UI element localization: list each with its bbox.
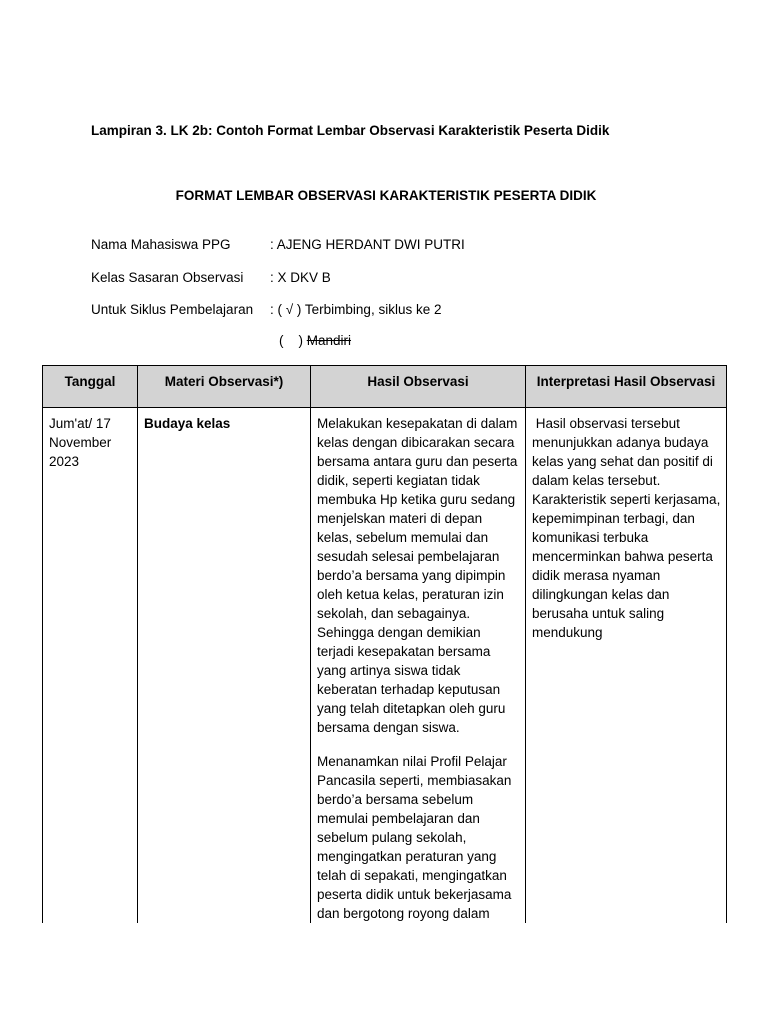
nama-label: Nama Mahasiswa PPG [91, 237, 231, 252]
mandiri-checkbox: ( ) [279, 333, 307, 348]
cell-tanggal [43, 408, 138, 924]
materi-text: Budaya kelas [144, 416, 231, 431]
form-title: FORMAT LEMBAR OBSERVASI KARAKTERISTIK PESERTA DIDIK [175, 188, 597, 203]
table-row [43, 408, 727, 924]
header-materi: Materi Observasi*) [138, 366, 311, 408]
table-header-row [43, 366, 727, 408]
info-row-mandiri [279, 333, 351, 348]
cell-hasil [311, 408, 526, 924]
nama-value: : AJENG HERDANT DWI PUTRI [270, 237, 465, 252]
siklus-value: : ( √ ) Terbimbing, siklus ke 2 [270, 302, 442, 317]
header-hasil: Hasil Observasi [311, 366, 526, 408]
observation-table [42, 365, 727, 923]
kelas-value: : X DKV B [270, 270, 331, 285]
cell-interpretasi [526, 408, 727, 924]
siklus-label: Untuk Siklus Pembelajaran [91, 302, 254, 317]
header-interpretasi: Interpretasi Hasil Observasi [526, 366, 727, 408]
hasil-paragraph-1: Melakukan kesepakatan di dalam kelas dengan dibicarakan secara bersama antara guru dan peserta didik, seperti kegiatan tidak membuka Hp ketika guru sedang menjelskan materi di depan kelas, sebelum memulai dan sesudah selesai pembelajaran berdo’a bersama yang dipimpin oleh ketua kelas, peraturan izin sekolah, dan sebagainya. Sehingga dengan demikian terjadi kesepakatan bersama yang artinya siswa tidak keberatan terhadap keputusan yang telah ditetapkan oleh guru bersama dengan siswa. [317, 416, 518, 735]
hasil-paragraph-2: Menanamkan nilai Profil Pelajar Pancasila seperti, membiasakan berdo’a bersama sebelum memulai pembelajaran dan sebelum pulang sekolah, mengingatkan peraturan yang telah di sepakati, mengingatkan peserta didik untuk bekerjasama dan bergotong royong dalam [317, 754, 512, 921]
kelas-label: Kelas Sasaran Observasi [91, 270, 244, 285]
tanggal-text: Jum'at/ 17 November 2023 [49, 416, 112, 469]
cell-materi [138, 408, 311, 924]
interpretasi-text: Hasil observasi tersebut menunjukkan adanya budaya kelas yang sehat dan positif di dalam kelas tersebut. Karakteristik seperti kerjasama, kepemimpinan terbagi, dan komunikasi terbuka mencerminkan bahwa peserta didik merasa nyaman dilingkungan kelas dan berusaha untuk saling mendukung [532, 416, 725, 640]
header-tanggal: Tanggal [43, 366, 138, 408]
mandiri-label: Mandiri [306, 333, 352, 348]
document-caption: Lampiran 3. LK 2b: Contoh Format Lembar Observasi Karakteristik Peserta Didik [91, 123, 610, 138]
